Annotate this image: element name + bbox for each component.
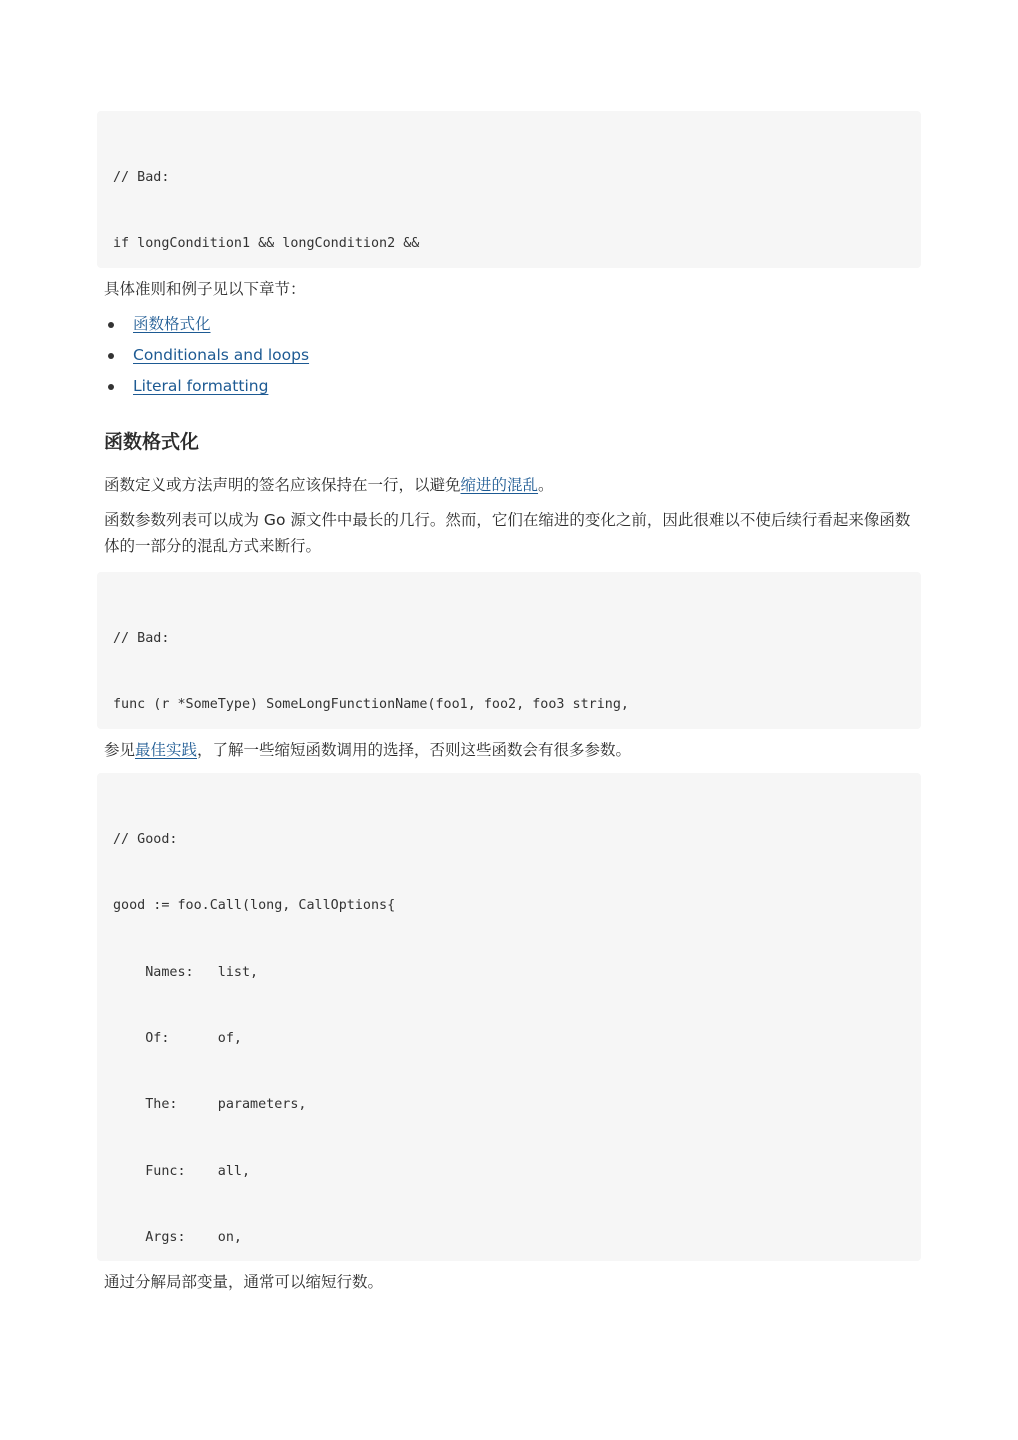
list-item [97,371,921,402]
code-line: good := foo.Call(long, CallOptions{ [113,898,396,914]
paragraph-best-practices [97,737,921,763]
link-function-formatting[interactable]: 函数格式化 [133,315,211,333]
code-line: // Bad: [113,170,170,186]
code-line: func (r *SomeType) SomeLongFunctionName(foo1, foo2, foo3 string, [113,697,629,713]
section-link-list [97,309,921,402]
code-line: Func: all, [113,1163,251,1179]
list-item [97,340,921,371]
link-indentation-confusion[interactable]: 缩进的混乱 [460,476,539,494]
paragraph-text: 函数定义或方法声明的签名应该保持在一行，以避免 [104,476,461,494]
paragraph-text: ，了解一些缩短函数调用的选择，否则这些函数会有很多参数。 [197,741,632,759]
paragraph-local-variables: 通过分解局部变量，通常可以缩短行数。 [104,1273,384,1291]
paragraph-text: 。 [538,476,554,494]
bullet-icon [108,353,114,359]
code-line: // Good: [113,832,178,848]
code-block-good-bad-call [97,773,921,1261]
code-line: The: parameters, [113,1097,307,1113]
paragraph-text: 参见 [104,741,136,759]
code-line: Of: of, [113,1031,242,1047]
link-best-practices[interactable]: 最佳实践 [135,741,198,759]
section-heading: 函数格式化 [104,431,200,453]
document-page [97,111,921,1295]
bullet-icon [108,384,114,390]
paragraph-signature [97,472,921,498]
code-line: Args: on, [113,1229,242,1245]
bullet-icon [108,322,114,328]
code-line: if longCondition1 && longCondition2 && [113,236,420,252]
code-block-bad-conditions [97,111,921,268]
link-literal-formatting[interactable]: Literal formatting [133,377,269,395]
list-item [97,309,921,340]
code-block-bad-signature [97,572,921,729]
intro-paragraph: 具体准则和例子见以下章节： [104,280,306,298]
code-line: // Bad: [113,631,170,647]
paragraph-parameter-lists: 函数参数列表可以成为 Go 源文件中最长的几行。然而，它们在缩进的变化之前，因此很难以不使后续行看起来像函数体的一部分的混乱方式来断行。 [104,511,911,555]
code-line: Names: list, [113,964,259,980]
link-conditionals-and-loops[interactable]: Conditionals and loops [133,346,310,364]
